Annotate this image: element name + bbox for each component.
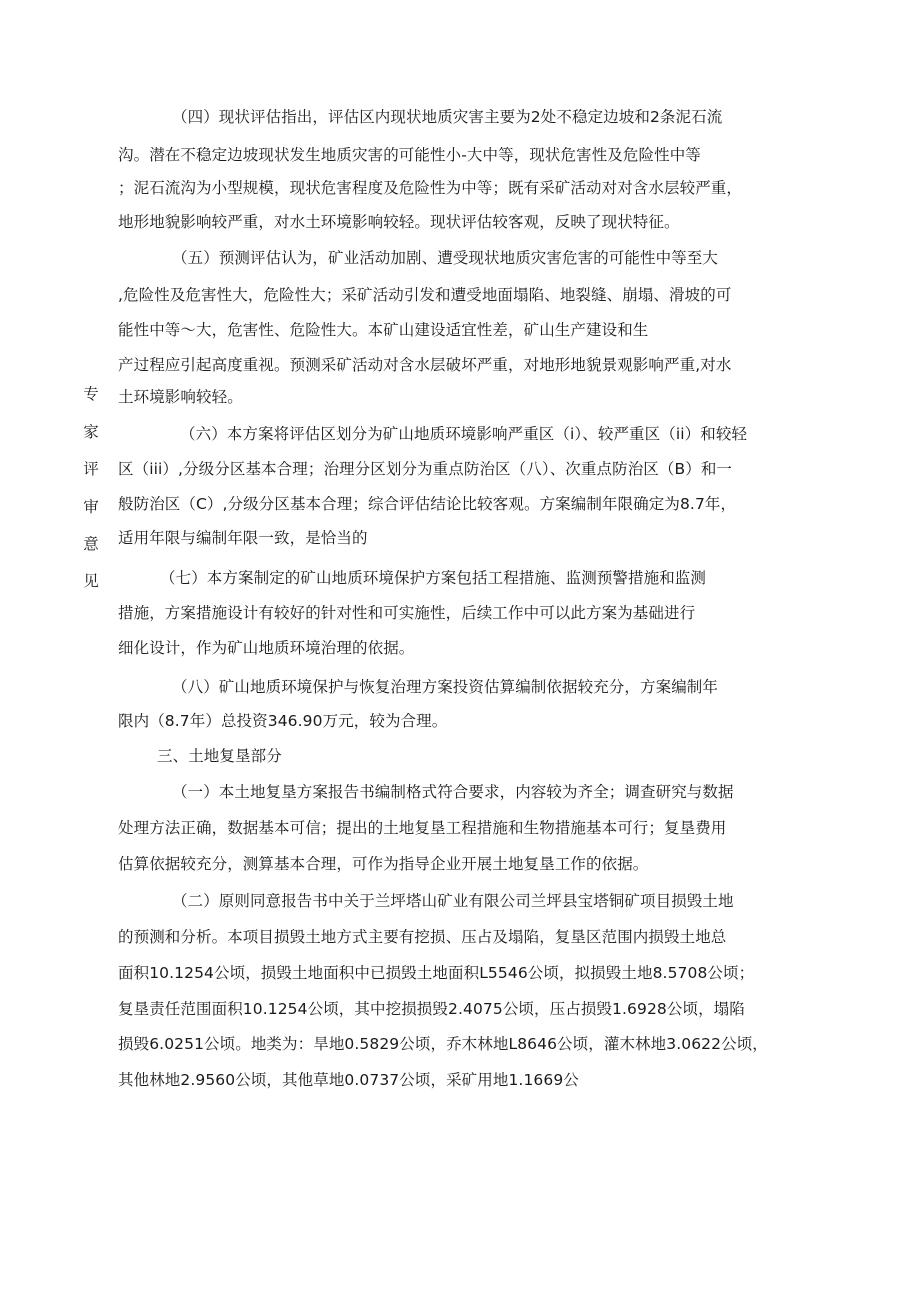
text-line: ；泥石流沟为小型规模，现状危害程度及危险性为中等；既有采矿活动对对含水层较严重， xyxy=(118,179,743,197)
text-line: 沟。潜在不稳定边坡现状发生地质灾害的可能性小-大中等，现状危害性及危险性中等 xyxy=(118,146,701,164)
text-line: 处理方法正确，数据基本可信；提出的土地复垦工程措施和生物措施基本可行；复垦费用 xyxy=(118,819,727,837)
text-line: 细化设计，作为矿山地质环境治理的依据。 xyxy=(118,639,415,657)
text-line: （八）矿山地质环境保护与恢复治理方案投资估算编制依据较充分，方案编制年 xyxy=(172,678,719,696)
text-line: 损毁6.0251公顷。地类为：旱地0.5829公顷，乔木林地L8646公顷，灌木林地3.0622公顷， xyxy=(118,1035,768,1053)
text-line: 能性中等～大，危害性、危险性大。本矿山建设适宜性差，矿山生产建设和生 xyxy=(118,321,649,339)
side-label-char: 审 xyxy=(83,498,99,516)
text-line: 般防治区（C）,分级分区基本合理；综合评估结论比较客观。方案编制年限确定为8.7年， xyxy=(118,495,737,513)
text-line: （四）现状评估指出，评估区内现状地质灾害主要为2处不稳定边坡和2条泥石流 xyxy=(172,108,723,126)
text-line: （六）本方案将评估区划分为矿山地质环境影响严重区（i）、较严重区（ii）和较轻 xyxy=(180,425,748,443)
side-label-char: 见 xyxy=(83,572,99,590)
side-label-char: 专 xyxy=(83,385,99,403)
text-line: 其他林地2.9560公顷，其他草地0.0737公顷，采矿用地1.1669公 xyxy=(118,1071,579,1089)
text-line: （二）原则同意报告书中关于兰坪塔山矿业有限公司兰坪县宝塔铜矿项目损毁土地 xyxy=(172,892,734,910)
text-line: 区（iii）,分级分区基本合理；治理分区划分为重点防治区（八）、次重点防治区（B）和一 xyxy=(118,460,733,478)
text-line: （一）本土地复垦方案报告书编制格式符合要求，内容较为齐全；调查研究与数据 xyxy=(172,783,734,801)
text-line: 地形地貌影响较严重，对水土环境影响较轻。现状评估较客观，反映了现状特征。 xyxy=(118,213,680,231)
text-line: 产过程应引起高度重视。预测采矿活动对含水层破坏严重，对地形地貌景观影响严重,对水 xyxy=(118,356,732,374)
text-line: ,危险性及危害性大，危险性大；采矿活动引发和遭受地面塌陷、地裂缝、崩塌、滑坡的可 xyxy=(118,286,732,304)
text-line: 的预测和分析。本项目损毁土地方式主要有挖损、压占及塌陷，复垦区范围内损毁土地总 xyxy=(118,928,727,946)
text-line: （五）预测评估认为，矿业活动加剧、遭受现状地质灾害危害的可能性中等至大 xyxy=(172,249,719,267)
text-line: 措施，方案措施设计有较好的针对性和可实施性，后续工作中可以此方案为基础进行 xyxy=(118,604,696,622)
text-line: （七）本方案制定的矿山地质环境保护方案包括工程措施、监测预警措施和监测 xyxy=(160,569,707,587)
side-label-char: 家 xyxy=(83,423,99,441)
side-label-char: 评 xyxy=(83,460,99,478)
text-line: 限内（8.7年）总投资346.90万元，较为合理。 xyxy=(118,712,448,730)
text-line: 估算依据较充分，测算基本合理，可作为指导企业开展土地复垦工作的依据。 xyxy=(118,855,649,873)
text-line: 复垦责任范围面积10.1254公顷，其中挖损损毁2.4075公顷，压占损毁1.6928公顷，塌陷 xyxy=(118,1000,745,1018)
section-heading: 三、土地复垦部分 xyxy=(157,747,282,765)
text-line: 面积10.1254公顷，损毁土地面积中已损毁土地面积L5546公顷，拟损毁土地8.5708公顷； xyxy=(118,964,755,982)
text-line: 适用年限与编制年限一致，是恰当的 xyxy=(118,529,368,547)
text-line: 土环境影响较轻。 xyxy=(118,388,243,406)
side-label-char: 意 xyxy=(83,535,99,553)
